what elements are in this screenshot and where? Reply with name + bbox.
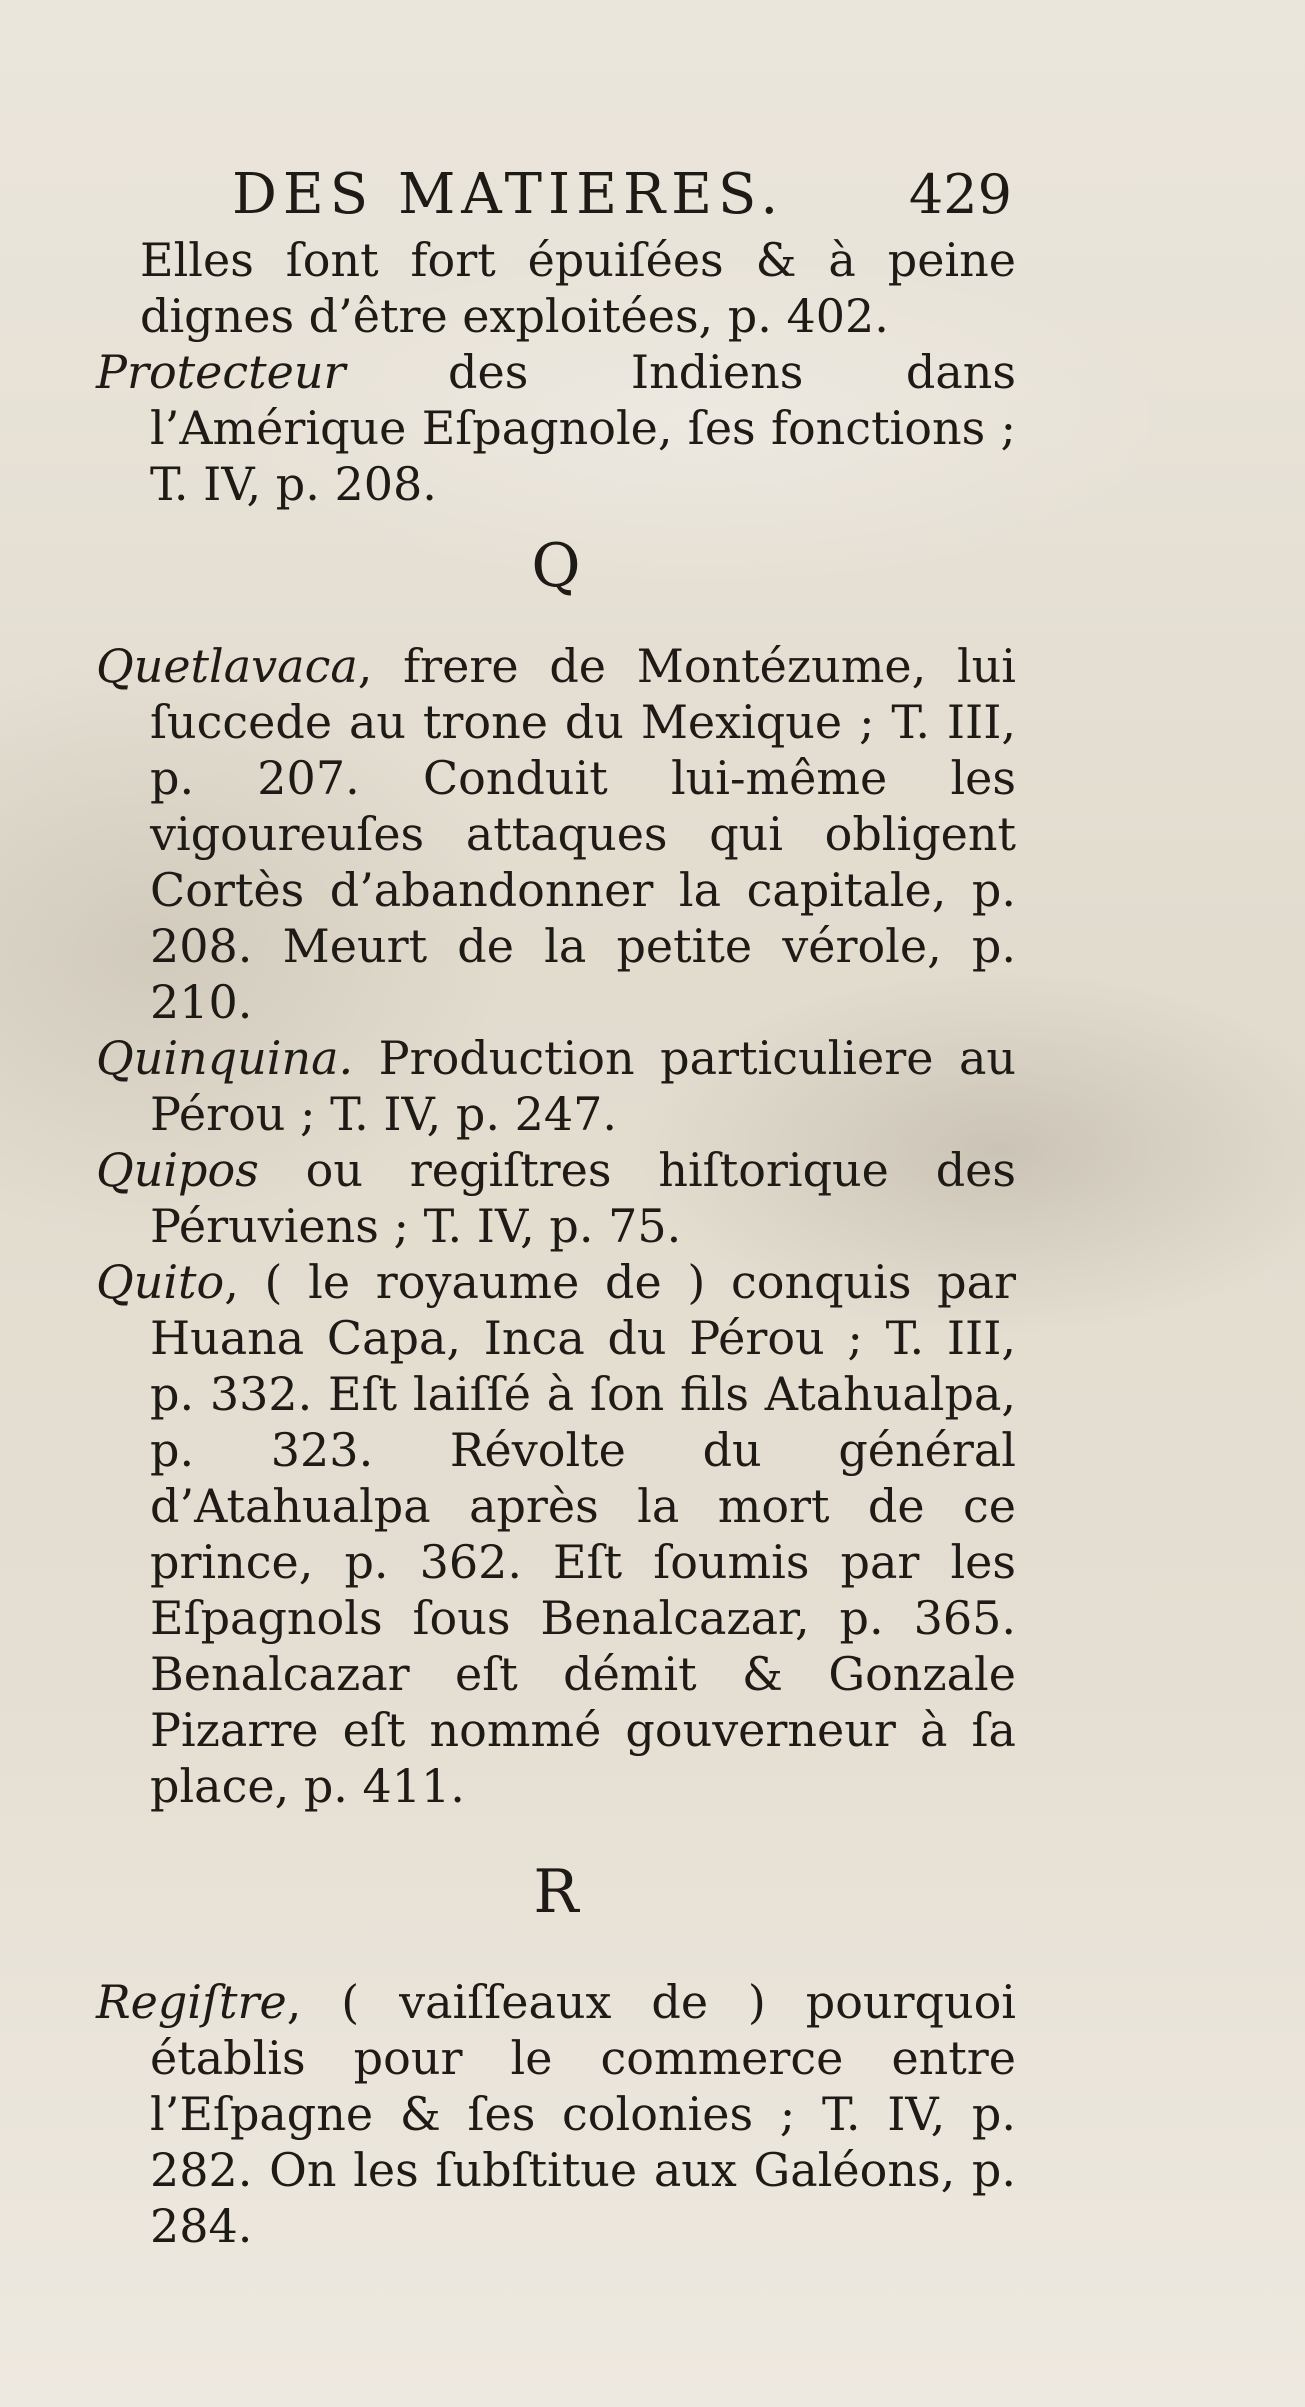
index-entry-protecteur: [96, 344, 1016, 512]
entry-headword: Quipos: [96, 1143, 259, 1197]
index-entry-quinquina: [96, 1030, 1016, 1142]
running-title: DES MATIERES.: [232, 162, 785, 227]
index-entry-quito: [96, 1254, 1016, 1814]
page-number: 429: [908, 163, 1012, 226]
entry-headword: Quito: [96, 1255, 225, 1309]
entry-text: , frere de Montézume, lui ſuccede au trone du Mexique ; T. III, p. 207. Conduit lui-même les vigoureuſes attaques qui obligent Cortès d’abandonner la capitale, p. 208. Meurt de la petite vérole, p. 210.: [150, 639, 1016, 1029]
entry-text: ou regiſtres hiſtorique des Péruviens ; T. IV, p. 75.: [150, 1143, 1016, 1253]
entry-headword: Quinquina.: [96, 1031, 354, 1085]
entry-headword: Protecteur: [96, 345, 346, 399]
section-letter-q: Q: [531, 531, 581, 601]
continued-entry-text: Elles ſont fort épuiſées & à peine dignes d’être exploitées, p. 402.: [140, 233, 1016, 343]
section-letter-r: R: [533, 1857, 579, 1927]
continued-entry: [96, 232, 1016, 344]
entry-text: , ( vaiſſeaux de ) pourquoi établis pour le commerce entre l’Eſpagne & ſes colonies ; T. IV, p. 282. On les ſubſtitue aux Galéons, p. 284.: [150, 1975, 1016, 2253]
entry-headword: Regiſtre: [96, 1975, 287, 2029]
index-entry-quipos: [96, 1142, 1016, 1254]
running-head: [232, 160, 1012, 230]
entry-text: , ( le royaume de ) conquis par Huana Capa, Inca du Pérou ; T. III, p. 332. Eſt laiſſé à ſon fils Atahualpa, p. 323. Révolte du général d’Atahualpa après la mort de ce prince, p. 362. Eſt ſoumis par les Eſpagnols ſous Benalcazar, p. 365. Benalcazar eſt démit & Gonzale Pizarre eſt nommé gouverneur à ſa place, p. 411.: [150, 1255, 1016, 1813]
entry-text: Production particuliere au Pérou ; T. IV, p. 247.: [150, 1031, 1016, 1141]
entry-headword: Quetlavaca: [96, 639, 358, 693]
index-entry-quetlavaca: [96, 638, 1016, 1030]
entry-text: des Indiens dans l’Amérique Eſpagnole, ſes fonctions ; T. IV, p. 208.: [150, 345, 1016, 511]
index-entry-registre: [96, 1974, 1016, 2254]
index-text: [96, 232, 1016, 2254]
